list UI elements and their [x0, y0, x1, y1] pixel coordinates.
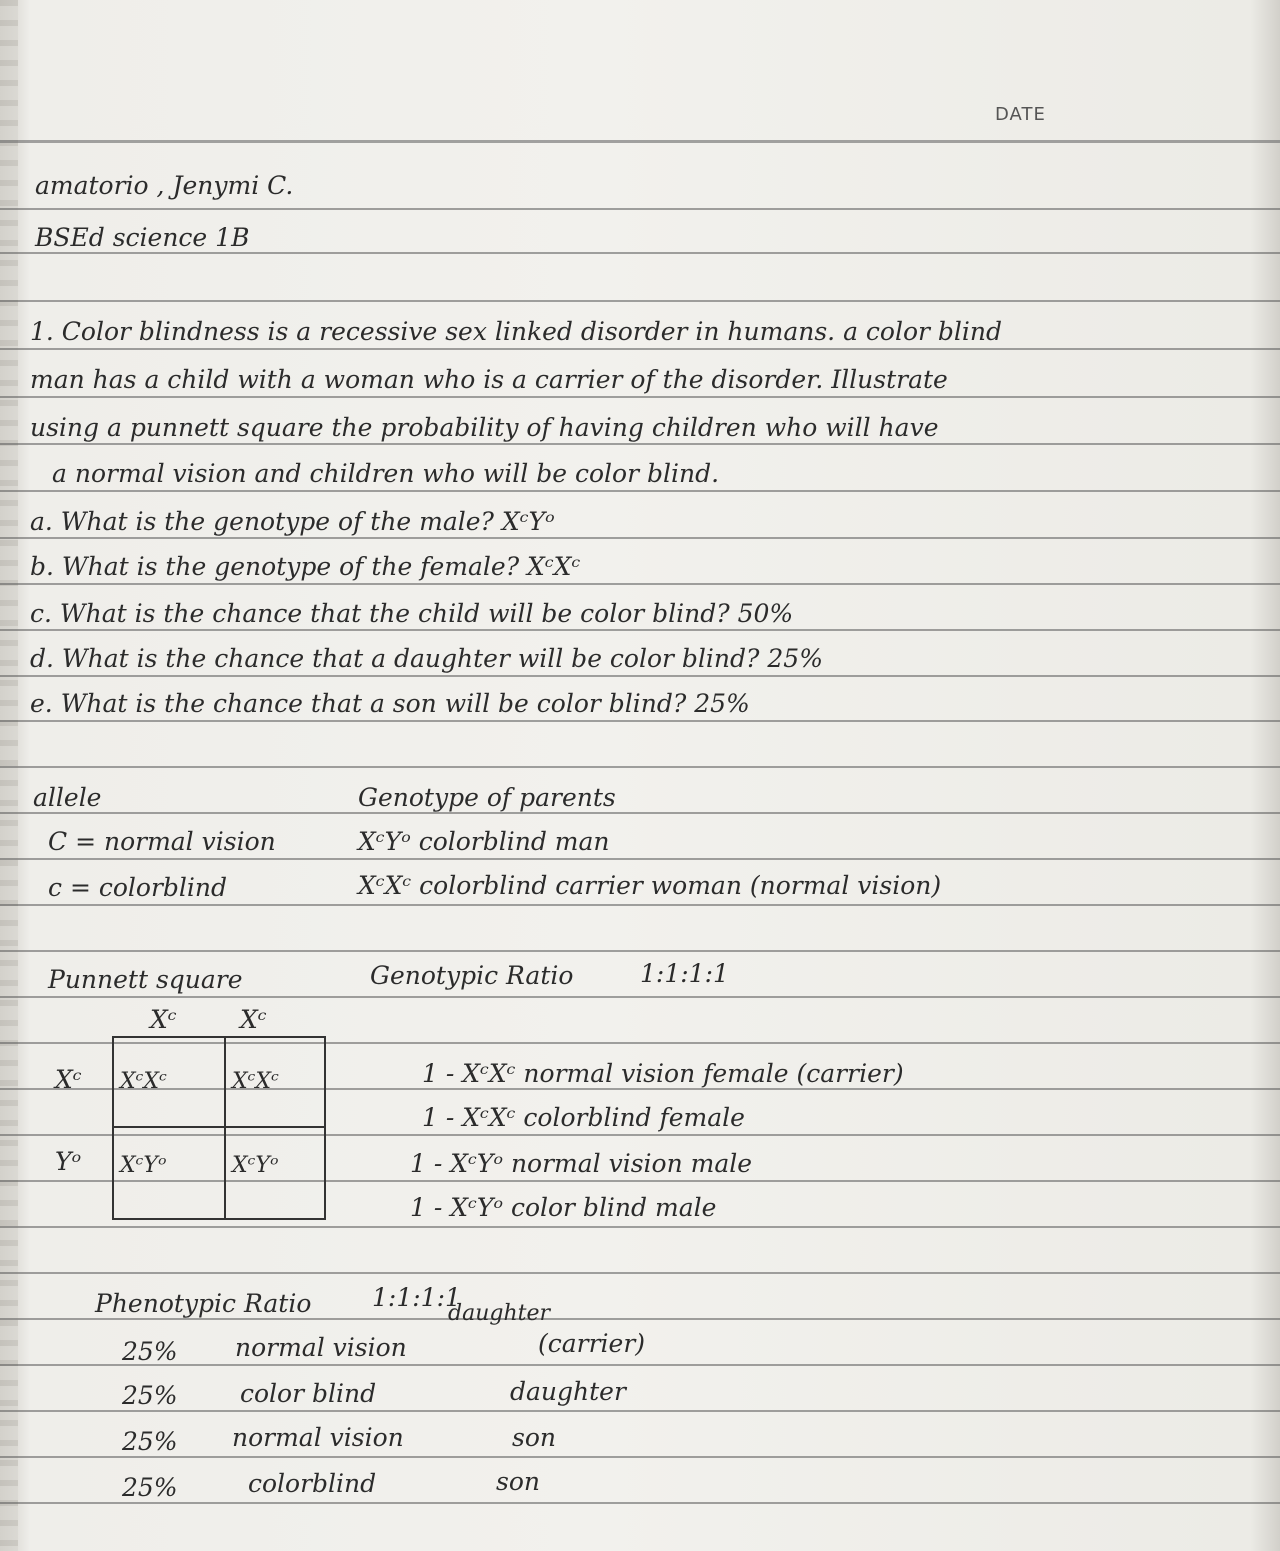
phenotype-pct: 25% [122, 1427, 178, 1456]
question-item: d. What is the chance that a daughter will be color blind? 25% [30, 644, 823, 673]
ruled-line [0, 208, 1280, 210]
student-course: BSEd science 1B [35, 223, 250, 252]
phenotypic-ratio-value: 1:1:1:1 [372, 1283, 461, 1312]
punnett-grid [112, 1036, 326, 1220]
genotypic-ratio-line: 1 - XᶜXᶜ normal vision female (carrier) [422, 1059, 904, 1088]
ruled-line [0, 396, 1280, 398]
ruled-line [0, 996, 1280, 998]
punnett-divider [224, 1038, 226, 1218]
ruled-line [0, 904, 1280, 906]
phenotype-who: son [512, 1423, 556, 1452]
ruled-line [0, 1502, 1280, 1504]
ruled-line [0, 629, 1280, 631]
date-label: DATE [995, 104, 1046, 125]
question-item: b. What is the genotype of the female? XᶜXᶜ [30, 552, 581, 581]
phenotype-who: daughter [510, 1377, 626, 1406]
ruled-line [0, 348, 1280, 350]
student-name: amatorio , Jenymi C. [35, 171, 294, 200]
genotypic-ratio-line: 1 - XᶜYᵒ color blind male [410, 1193, 717, 1222]
phenotype-who: son [496, 1467, 540, 1496]
ruled-line [0, 1226, 1280, 1228]
punnett-col-header: Xᶜ [150, 1005, 177, 1034]
ruled-line [0, 812, 1280, 814]
genotype-parents-line: XᶜYᵒ colorblind man [358, 827, 610, 856]
ruled-line [0, 766, 1280, 768]
punnett-cell: XᶜXᶜ [120, 1069, 167, 1094]
ruled-line [0, 950, 1280, 952]
punnett-divider [114, 1126, 324, 1128]
question-line: a normal vision and children who will be color blind. [52, 459, 720, 488]
question-line: 1. Color blindness is a recessive sex linked disorder in humans. a color blind [30, 317, 1003, 346]
phenotype-who: (carrier) [538, 1329, 646, 1358]
ruled-line [0, 1318, 1280, 1320]
ruled-line [0, 1410, 1280, 1412]
genotype-parents-line: XᶜXᶜ colorblind carrier woman (normal vision) [358, 871, 942, 900]
genotypic-ratio-title: Genotypic Ratio [370, 961, 574, 990]
phenotype-trait: color blind [240, 1379, 377, 1408]
phenotype-pct: 25% [122, 1473, 178, 1502]
phenotypic-ratio-title: Phenotypic Ratio [95, 1289, 312, 1318]
punnett-cell: XᶜYᵒ [232, 1153, 279, 1178]
ruled-line [0, 443, 1280, 445]
genotype-parents-title: Genotype of parents [358, 783, 616, 812]
ruled-line [0, 252, 1280, 254]
genotypic-ratio-line: 1 - XᶜYᵒ normal vision male [410, 1149, 753, 1178]
punnett-col-header: Xᶜ [240, 1005, 267, 1034]
ruled-line [0, 720, 1280, 722]
question-item: e. What is the chance that a son will be color blind? 25% [30, 689, 750, 718]
phenotype-pct: 25% [122, 1337, 178, 1366]
phenotype-trait: colorblind [248, 1469, 377, 1498]
phenotype-trait: normal vision [232, 1423, 404, 1452]
allele-line: C = normal vision [48, 827, 276, 856]
question-item: a. What is the genotype of the male? XᶜYᵒ [30, 507, 555, 536]
phenotypic-daughter-note: daughter [448, 1301, 550, 1326]
allele-line: c = colorblind [48, 873, 227, 902]
ruled-line [0, 1364, 1280, 1366]
header-rule [0, 140, 1280, 143]
punnett-title: Punnett square [48, 965, 243, 994]
question-line: using a punnett square the probability of having children who will have [30, 413, 939, 442]
ruled-line [0, 1456, 1280, 1458]
punnett-row-header: Xᶜ [55, 1065, 82, 1094]
punnett-row-header: Yᵒ [55, 1147, 82, 1176]
phenotype-pct: 25% [122, 1381, 178, 1410]
punnett-cell: XᶜYᵒ [120, 1153, 167, 1178]
ruled-line [0, 300, 1280, 302]
allele-title: allele [33, 783, 102, 812]
phenotype-trait: normal vision [235, 1333, 407, 1362]
question-item: c. What is the chance that the child will be color blind? 50% [30, 599, 794, 628]
ruled-line [0, 537, 1280, 539]
ruled-line [0, 490, 1280, 492]
ruled-line [0, 858, 1280, 860]
ruled-line [0, 1272, 1280, 1274]
punnett-cell: XᶜXᶜ [232, 1069, 279, 1094]
ruled-line [0, 583, 1280, 585]
genotypic-ratio-value: 1:1:1:1 [640, 959, 729, 988]
question-line: man has a child with a woman who is a carrier of the disorder. Illustrate [30, 365, 948, 394]
genotypic-ratio-line: 1 - XᶜXᶜ colorblind female [422, 1103, 745, 1132]
ruled-line [0, 675, 1280, 677]
